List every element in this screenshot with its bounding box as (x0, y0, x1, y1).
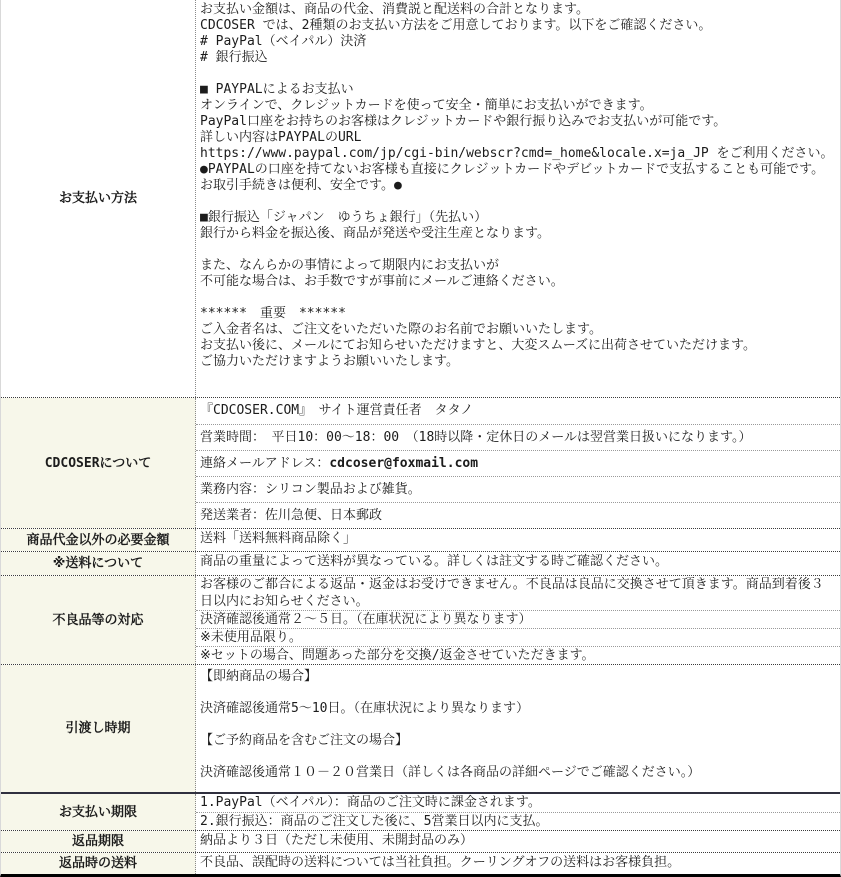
row-header-delivery-time: 引渡し時期 (1, 665, 196, 792)
text-line: 詳しい内容はPAYPALのURL (200, 130, 362, 145)
about-cdcoser-content (196, 398, 840, 528)
text-line: ※セットの場合、問題あった部分を交換/返金させていただきます。 (196, 646, 840, 664)
text-line: また、なんらかの事情によって期限内にお支払いが (200, 258, 500, 273)
payment-deadline-content (196, 794, 840, 830)
text-line: # 銀行振込 (200, 50, 268, 65)
text-line: お支払い後に、メールにてお知らせいただけますと、大変スムーズに出荷させていただけます。 (200, 338, 757, 353)
defective-goods-content (196, 576, 840, 664)
text-line: 決済確認後通常２～５日。（在庫状況により異なります） (196, 610, 840, 628)
shipping-carrier-text: 発送業者：佐川急便、日本郵政 (200, 507, 383, 523)
return-period-row (1, 830, 840, 852)
text-line: 銀行から料金を振込後、商品が発送や受注生産となります。 (200, 226, 550, 241)
text-line: オンラインで、クレジットカードを使って安全・簡単にお支払いができます。 (200, 98, 653, 113)
text-line (200, 290, 836, 306)
text-line: https://www.paypal.com/jp/cgi-bin/webscr?cmd=_home&locale.x=ja_JP をご利用ください。 (200, 146, 834, 161)
text-line: 不可能な場合は、お手数ですが事前にメールご連絡ください。 (200, 274, 564, 289)
contact-email-row (196, 450, 840, 476)
shipping-fee-content: 商品の重量によって送料が異なっている。詳しくは註文する時ご確認ください。 (200, 554, 669, 569)
payment-method-content (196, 0, 840, 397)
payment-deadline-row (1, 792, 840, 830)
contact-email-label: 連絡メールアドレス： (200, 455, 330, 471)
row-header-defective-goods: 不良品等の対応 (1, 576, 196, 664)
text-line: PayPal口座をお持ちのお客様はクレジットカードや銀行振り込みでお支払いが可能です。 (200, 114, 727, 129)
defective-goods-row (1, 575, 840, 664)
text-line (200, 749, 836, 765)
return-period-content: 納品より３日（ただし未使用、未開封品のみ） (200, 833, 474, 848)
delivery-time-row (1, 664, 840, 792)
text-line: 【即納商品の場合】 (200, 669, 318, 684)
row-header-payment-deadline: お支払い期限 (1, 794, 196, 830)
return-shipping-row (1, 852, 840, 874)
row-header-return-shipping: 返品時の送料 (1, 853, 196, 874)
text-line (200, 66, 836, 82)
row-header-shipping-fee: ※送料について (1, 552, 196, 575)
text-line: ■銀行振込「ジャパン ゆうちょ銀行」（先払い） (200, 210, 488, 225)
text-line: CDCOSER では、2種類のお支払い方法をご用意しております。以下をご確認ください。 (200, 18, 712, 33)
extra-fee-content: 送料「送料無料商品除く」 (200, 531, 357, 546)
return-shipping-content: 不良品、誤配時の送料については当社負担。クーリングオフの送料はお客様負担。 (200, 855, 681, 870)
text-line: ****** 重要 ****** (200, 306, 346, 321)
text-line: ※未使用品限り。 (196, 628, 840, 646)
shipping-carrier-row (196, 502, 840, 528)
contact-email-address: cdcoser@foxmail.com (329, 455, 479, 471)
business-hours-row (196, 424, 840, 450)
text-line (200, 717, 836, 733)
text-line: お客様のご都合による返品・返金はお受けできません。不良品は良品に交換させて頂きます。商品到着後３日以内にお知らせください。 (200, 577, 824, 609)
site-operator-row (196, 398, 840, 424)
text-line: ●PAYPALの口座を持てないお客様も直接にクレジットカードやデビットカードで支払することも可能です。 (200, 162, 825, 177)
text-line: お支払い金額は、商品の代金、消費説と配送料の合計となります。 (200, 2, 589, 17)
payment-method-row (1, 0, 840, 397)
row-header-return-period: 返品期限 (1, 831, 196, 852)
site-operator-text: 『CDCOSER.COM』 サイト運営責任者 タタノ (200, 403, 474, 418)
text-line: ■ PAYPALによるお支払い (200, 82, 354, 97)
text-line: お取引手続きは便利、安全です。● (200, 178, 402, 193)
text-line (200, 242, 836, 258)
text-line (200, 685, 836, 701)
text-line: 決済確認後通常１０－２０営業日（詳しくは各商品の詳細ページでご確認ください。） (200, 765, 701, 780)
business-hours-text: 営業時間： 平日10：00～18：00 （18時以降・定休日のメールは翌営業日扱いになります。） (200, 429, 752, 445)
row-header-about-cdcoser: CDCOSERについて (1, 398, 196, 528)
text-line: 決済確認後通常5～10日。（在庫状況により異なります） (200, 701, 529, 716)
extra-fee-row (1, 528, 840, 551)
text-line: # PayPal（ベイパル）決済 (200, 34, 367, 49)
shipping-fee-row (1, 551, 840, 575)
business-description-row (196, 476, 840, 502)
text-line: ご協力いただけますようお願いいたします。 (200, 354, 459, 369)
row-header-extra-fee: 商品代金以外の必要金額 (1, 529, 196, 551)
text-line: 【ご予約商品を含むご注文の場合】 (200, 733, 409, 748)
row-header-payment-method: お支払い方法 (1, 0, 196, 397)
business-description-text: 業務内容：シリコン製品および雑貨。 (200, 481, 421, 497)
text-line: ご入金者名は、ご注文をいただいた際のお名前でお願いいたします。 (200, 322, 602, 337)
text-line: 1.PayPal（ベイパル）：商品のご注文時に課金されます。 (200, 795, 541, 810)
about-cdcoser-row (1, 397, 840, 528)
text-line (200, 194, 836, 210)
text-line: 2.銀行振込：商品のご注文した後に、5営業日以内に支払。 (196, 812, 840, 830)
delivery-time-content (196, 665, 840, 792)
